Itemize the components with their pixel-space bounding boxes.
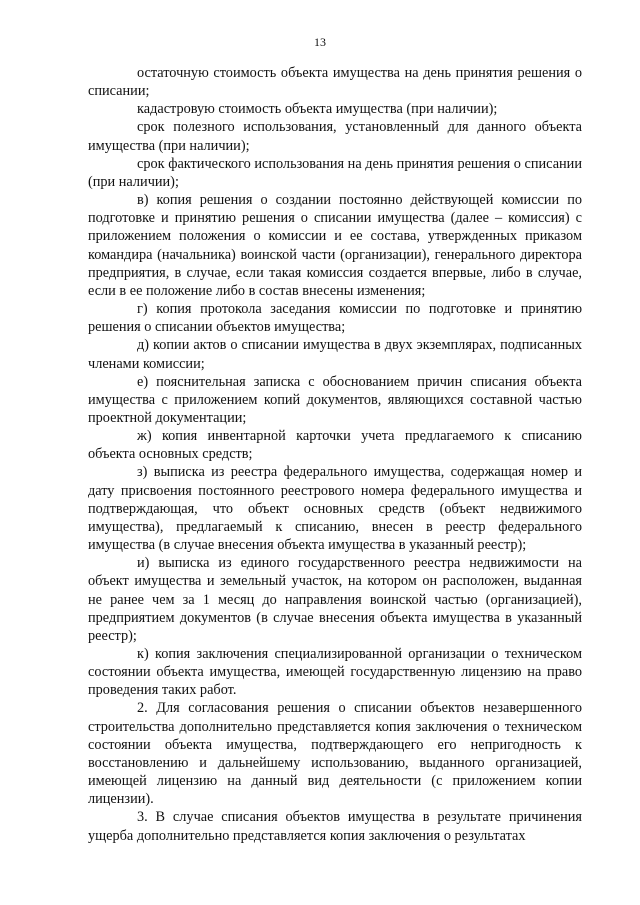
paragraph-item-i: и) выписка из единого государственного реестра недвижимости на объект имущества и земельный участок, на котором он расположен, выданная не ранее чем за 1 месяц до направления воинской частью (организацией), предприятием документов (в случае внесения объекта имущества в указанный реестр); (88, 555, 582, 644)
paragraph-actual-use: срок фактического использования на день принятия решения о списании (при наличии); (88, 155, 582, 190)
paragraph-item-z: з) выписка из реестра федерального имущества, содержащая номер и дату присвоения постоянного реестрового номера федерального имущества и подтверждающая, что объект основных средств (объект недвижимого имущества), предлагаемый к списанию, внесен в реестр федерального имущества (в случае внесения объекта имущества в указанный реестр); (88, 464, 582, 554)
paragraph-item-e: е) пояснительная записка с обоснованием причин списания объекта имущества с приложением копий документов, являющихся составной частью проектной документации; (88, 373, 582, 426)
paragraph-residual-value: остаточную стоимость объекта имущества на день принятия решения о списании; (88, 65, 582, 100)
paragraph-cadastral-value: кадастровую стоимость объекта имущества (при наличии); (137, 101, 498, 118)
document-body (88, 64, 582, 845)
paragraph-item-v: в) копия решения о создании постоянно действующей комиссии по подготовке и принятию решения о списании имущества (далее – комиссия) с приложением положения о комиссии и ее состава, утвержденных приказом командира (начальника) воинской части (организации), генерального директора предприятия, в случае, если такая комиссия создается впервые, либо в случае, если в ее положение либо в состав внесены изменения; (88, 192, 582, 299)
paragraph-item-d: д) копии актов о списании имущества в двух экземплярах, подписанных членами комиссии; (88, 337, 582, 372)
paragraph-item-zh: ж) копия инвентарной карточки учета предлагаемого к списанию объекта основных средств; (88, 428, 582, 463)
paragraph-item-g: г) копия протокола заседания комиссии по подготовке и принятию решения о списании объектов имущества; (88, 301, 582, 336)
paragraph-section-3: 3. В случае списания объектов имущества в результате причинения ущерба дополнительно представляется копия заключения о результатах (88, 809, 582, 844)
paragraph-section-2: 2. Для согласования решения о списании объектов незавершенного строительства дополнительно представляется копия заключения о техническом состоянии объекта имущества, подтверждающего его непригодность к восстановлению и дальнейшему использованию, выданного организацией, имеющей лицензию на данный вид деятельности (с приложением копии лицензии). (88, 700, 582, 808)
paragraph-item-k: к) копия заключения специализированной организации о техническом состоянии объекта имущества, имеющей государственную лицензию на право проведения таких работ. (88, 646, 582, 699)
page-number: 13 (314, 35, 326, 49)
paragraph-useful-life: срок полезного использования, установленный для данного объекта имущества (при наличии); (88, 119, 582, 154)
